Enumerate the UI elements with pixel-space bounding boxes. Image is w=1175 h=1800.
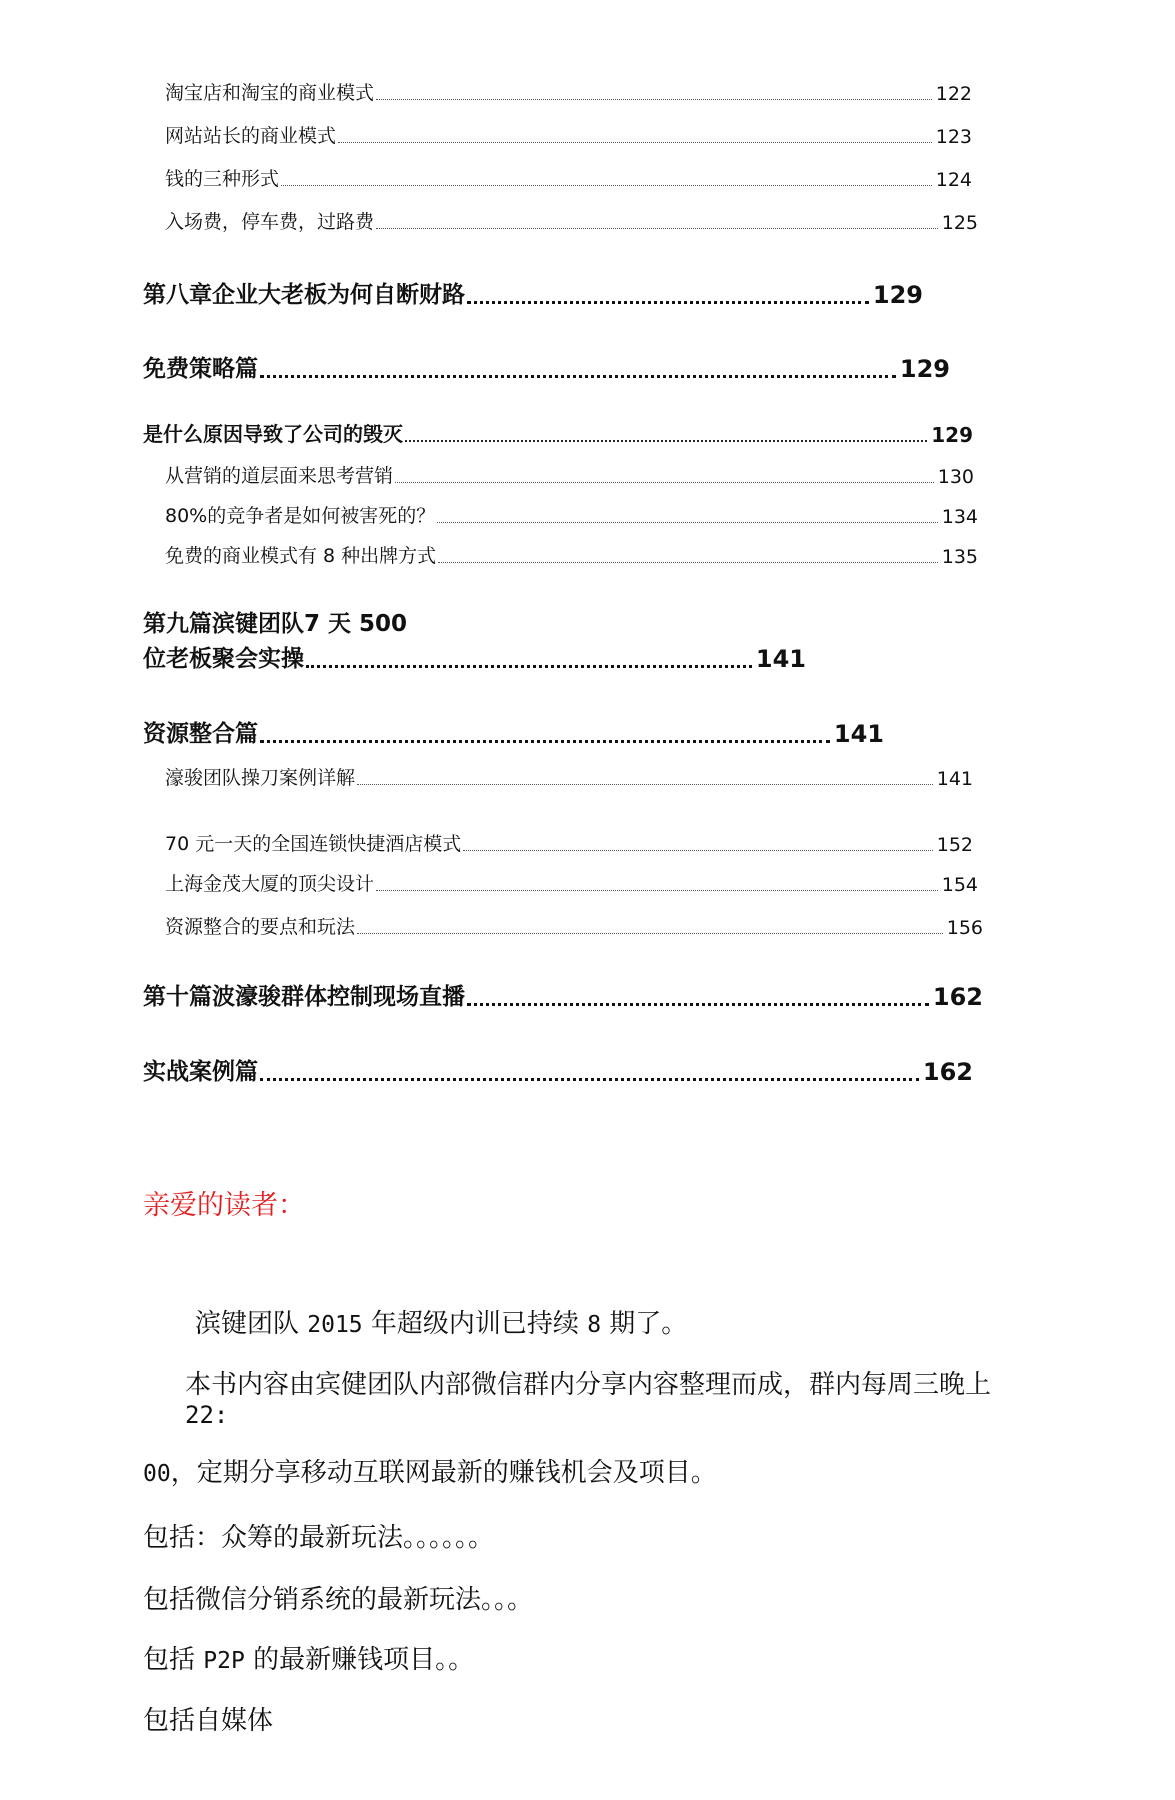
text-span: 8 [587, 1312, 602, 1338]
toc-entry-page: 162 [922, 1058, 973, 1086]
toc-entry-label: 从营销的道层面来思考营销 [165, 465, 394, 487]
toc-entry-label: 上海金茂大厦的顶尖设计 [165, 873, 375, 895]
toc-entry-page: 129 [899, 355, 950, 383]
text-span: 滨键团队 [195, 1309, 308, 1339]
toc-entry-page: 129 [931, 423, 973, 447]
toc-entry [165, 869, 978, 896]
letter-paragraph-continuation: 22: [185, 1401, 229, 1429]
toc-entry-label: 资源整合的要点和玩法 [165, 916, 356, 938]
toc-entry-page: 141 [755, 645, 806, 673]
toc-entry-label: 实战案例篇 [143, 1059, 258, 1085]
toc-leader-dots [357, 784, 933, 785]
toc-entry-label: 位老板聚会实操 [143, 646, 304, 672]
toc-leader-dots [467, 301, 869, 304]
text-span: 的最新赚钱项目。。 [244, 1645, 475, 1675]
toc-chapter-entry [143, 276, 923, 309]
toc-entry-label: 80%的竞争者是如何被害死的？ [165, 505, 436, 527]
toc-chapter-entry [143, 640, 806, 673]
text-span: 00 [143, 1461, 171, 1487]
toc-entry-page: 152 [936, 834, 973, 856]
toc-leader-dots [467, 1003, 929, 1006]
toc-entry-page: 124 [935, 169, 972, 191]
toc-section-entry [143, 418, 973, 447]
toc-entry-label: 资源整合篇 [143, 721, 258, 747]
toc-entry-page: 141 [936, 768, 973, 790]
toc-entry [165, 207, 978, 234]
toc-entry-page: 154 [941, 874, 978, 896]
text-span: 包括 [143, 1645, 204, 1675]
toc-leader-dots [438, 562, 938, 563]
toc-leader-dots [376, 99, 932, 100]
toc-entry [165, 501, 978, 528]
toc-entry-page: 125 [941, 212, 978, 234]
toc-entry [165, 461, 974, 488]
toc-leader-dots [260, 1078, 919, 1081]
toc-leader-dots [357, 933, 943, 934]
letter-paragraph [143, 1639, 474, 1676]
toc-chapter-title-line: 第九篇滨键团队7 天 500 [143, 611, 408, 637]
toc-entry [165, 121, 972, 148]
toc-leader-dots [437, 522, 938, 523]
toc-leader-dots [260, 740, 830, 743]
toc-leader-dots [338, 142, 932, 143]
toc-entry-label: 第十篇波濠骏群体控制现场直播 [143, 984, 465, 1010]
toc-entry-label: 是什么原因导致了公司的毁灭 [143, 422, 403, 446]
text-span: 2015 [307, 1312, 363, 1338]
toc-chapter-entry [143, 1053, 973, 1086]
toc-entry-page: 141 [833, 720, 884, 748]
toc-entry-label: 濠骏团队操刀案例详解 [165, 767, 356, 789]
toc-chapter-entry [143, 978, 983, 1011]
toc-entry-page: 122 [935, 83, 972, 105]
toc-leader-dots [281, 185, 932, 186]
toc-entry [165, 912, 983, 939]
toc-entry-page: 156 [946, 917, 983, 939]
toc-entry-label: 免费策略篇 [143, 356, 258, 382]
toc-entry [165, 763, 973, 790]
letter-paragraph [143, 1452, 717, 1489]
toc-entry [165, 829, 973, 856]
toc-leader-dots [376, 228, 938, 229]
toc-leader-dots [260, 375, 896, 378]
letter-greeting: 亲爱的读者： [143, 1190, 305, 1221]
toc-entry-label: 第八章企业大老板为何自断财路 [143, 282, 465, 308]
toc-entry-page: 129 [872, 281, 923, 309]
text-span: P2P [203, 1648, 245, 1674]
toc-chapter-entry [143, 350, 950, 383]
toc-entry-label: 网站站长的商业模式 [165, 125, 337, 147]
letter-paragraph: 本书内容由宾健团队内部微信群内分享内容整理而成，群内每周三晚上 [185, 1370, 992, 1400]
toc-entry [165, 541, 978, 568]
toc-entry-page: 162 [932, 983, 983, 1011]
text-span: 期了。 [601, 1309, 688, 1339]
toc-entry-page: 134 [941, 506, 978, 528]
toc-leader-dots [306, 665, 752, 668]
letter-paragraph: 包括：众筹的最新玩法。。。。。。 [143, 1523, 495, 1553]
text-span: ，定期分享移动互联网最新的赚钱机会及项目。 [170, 1458, 717, 1488]
toc-entry [165, 164, 972, 191]
toc-leader-dots [405, 440, 927, 442]
toc-leader-dots [395, 482, 934, 483]
toc-entry-label: 免费的商业模式有 8 种出牌方式 [165, 545, 437, 567]
text-span: 年超级内训已持续 [362, 1309, 588, 1339]
toc-entry-page: 135 [941, 546, 978, 568]
letter-paragraph: 包括微信分销系统的最新玩法。。。 [143, 1585, 534, 1615]
toc-entry-page: 123 [935, 126, 972, 148]
toc-entry-label: 70 元一天的全国连锁快捷酒店模式 [165, 833, 462, 855]
toc-entry-label: 入场费，停车费，过路费 [165, 211, 375, 233]
toc-entry-label: 淘宝店和淘宝的商业模式 [165, 82, 375, 104]
letter-paragraph [195, 1303, 687, 1340]
toc-entry-label: 钱的三种形式 [165, 168, 280, 190]
toc-entry [165, 78, 972, 105]
toc-leader-dots [463, 850, 933, 851]
toc-chapter-entry [143, 715, 884, 748]
toc-leader-dots [376, 890, 938, 891]
letter-paragraph: 包括自媒体 [143, 1706, 274, 1736]
toc-entry-page: 130 [937, 466, 974, 488]
